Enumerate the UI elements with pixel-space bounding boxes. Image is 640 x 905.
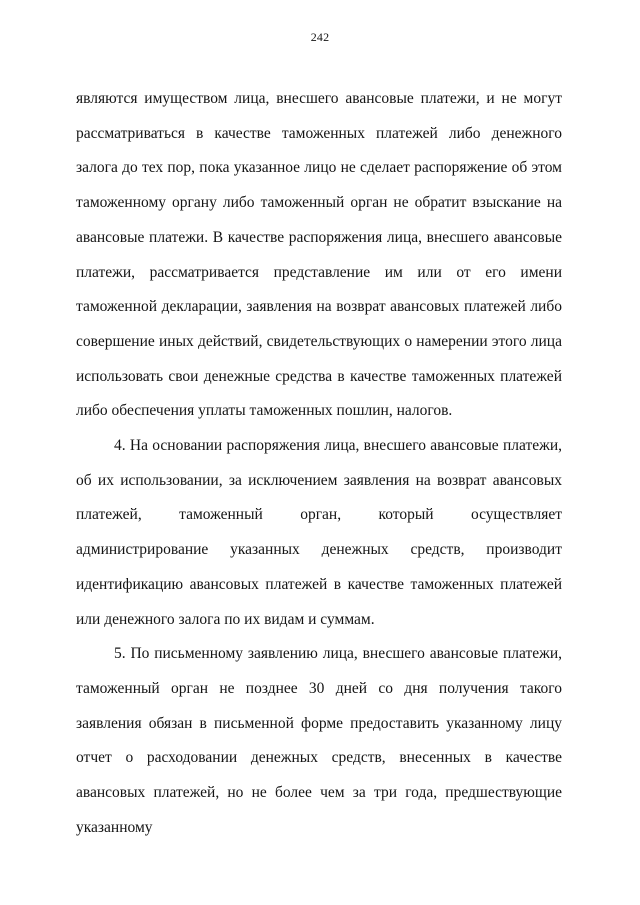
paragraph-continued: являются имуществом лица, внесшего авансовые платежи, и не могут рассматриваться в качестве таможенных платежей либо денежного залога до тех пор, пока указанное лицо не сделает распоряжение об этом таможенному органу либо таможенный орган не обратит взыскание на авансовые платежи. В качестве распоряжения лица, внесшего авансовые платежи, рассматривается представление им или от его имени таможенной декларации, заявления на возврат авансовых платежей либо совершение иных действий, свидетельствующих о намерении этого лица использовать свои денежные средства в качестве таможенных платежей либо обеспечения уплаты таможенных пошлин, налогов. — [76, 90, 562, 420]
page-number: 242 — [310, 30, 330, 44]
document-body — [76, 82, 562, 845]
paragraph-item-4: 4. На основании распоряжения лица, внесшего авансовые платежи, об их использовании, за исключением заявления на возврат авансовых платежей, таможенный орган, который осуществляет администрирование указанных денежных средств, производит идентификацию авансовых платежей в качестве таможенных платежей или денежного залога по их видам и суммам. — [76, 437, 562, 628]
paragraph-item-5: 5. По письменному заявлению лица, внесшего авансовые платежи, таможенный орган не позднее 30 дней со дня получения такого заявления обязан в письменной форме предоставить указанному лицу отчет о расходовании денежных средств, внесенных в качестве авансовых платежей, но не более чем за три года, предшествующие указанному — [76, 645, 562, 836]
